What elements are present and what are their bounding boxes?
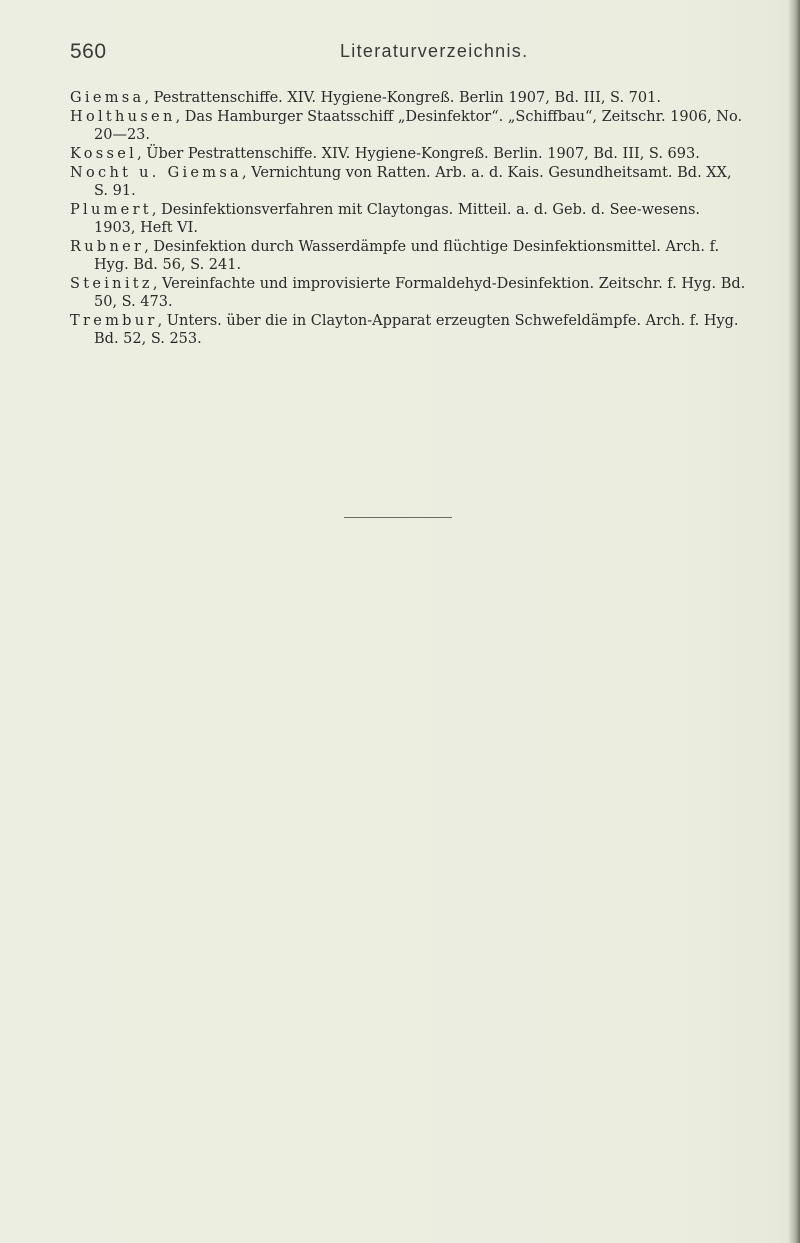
reference-text: , Vereinfachte und improvisierte Formaldehyd-Desinfektion. Zeitschr. f. Hyg. Bd. 50, S. 473. [94, 275, 746, 311]
reference-list [70, 89, 746, 349]
reference-text: , Das Hamburger Staatsschiff „Desinfektor“. „Schiffbau“, Zeitschr. 1906, No. 20—23. [94, 108, 743, 144]
reference-author: Holthusen [70, 108, 176, 125]
page-edge-shadow [788, 0, 800, 1243]
reference-entry [70, 145, 746, 163]
reference-text: , Vernichtung von Ratten. Arb. a. d. Kais. Gesundheitsamt. Bd. XX, S. 91. [94, 164, 732, 199]
reference-entry [70, 108, 746, 145]
reference-entry [70, 89, 746, 107]
running-head: Literaturverzeichnis. [340, 41, 529, 61]
reference-text: , Desinfektion durch Wasserdämpfe und flüchtige Desinfektionsmittel. Arch. f. Hyg. Bd. 56, S. 241. [94, 238, 720, 274]
reference-entry [70, 312, 746, 349]
reference-text: , Pestrattenschiffe. XIV. Hygiene-Kongreß. Berlin 1907, Bd. III, S. 701. [144, 90, 661, 106]
reference-author: Steinitz [70, 275, 153, 292]
reference-entry [70, 275, 746, 312]
reference-text: , Desinfektionsverfahren mit Claytongas. Mitteil. a. d. Geb. d. See-wesens. 1903, Heft VI. [94, 201, 700, 237]
page-header [70, 40, 750, 70]
reference-author: Nocht u. Giemsa [70, 164, 243, 181]
reference-author: Trembur [70, 313, 158, 330]
reference-author: Kossel [70, 145, 138, 162]
reference-entry [70, 201, 746, 238]
reference-entry [70, 238, 746, 275]
reference-text: , Über Pestrattenschiffe. XIV. Hygiene-Kongreß. Berlin. 1907, Bd. III, S. 693. [137, 145, 700, 162]
reference-author: Plumert [70, 201, 152, 218]
reference-author: Giemsa [70, 90, 145, 106]
end-rule [344, 517, 452, 518]
page-number: 560 [70, 40, 107, 63]
reference-text: , Unters. über die in Clayton-Apparat erzeugten Schwefeldämpfe. Arch. f. Hyg. Bd. 52, S. 253. [94, 313, 739, 348]
reference-author: Rubner [70, 238, 145, 255]
reference-entry [70, 164, 746, 201]
